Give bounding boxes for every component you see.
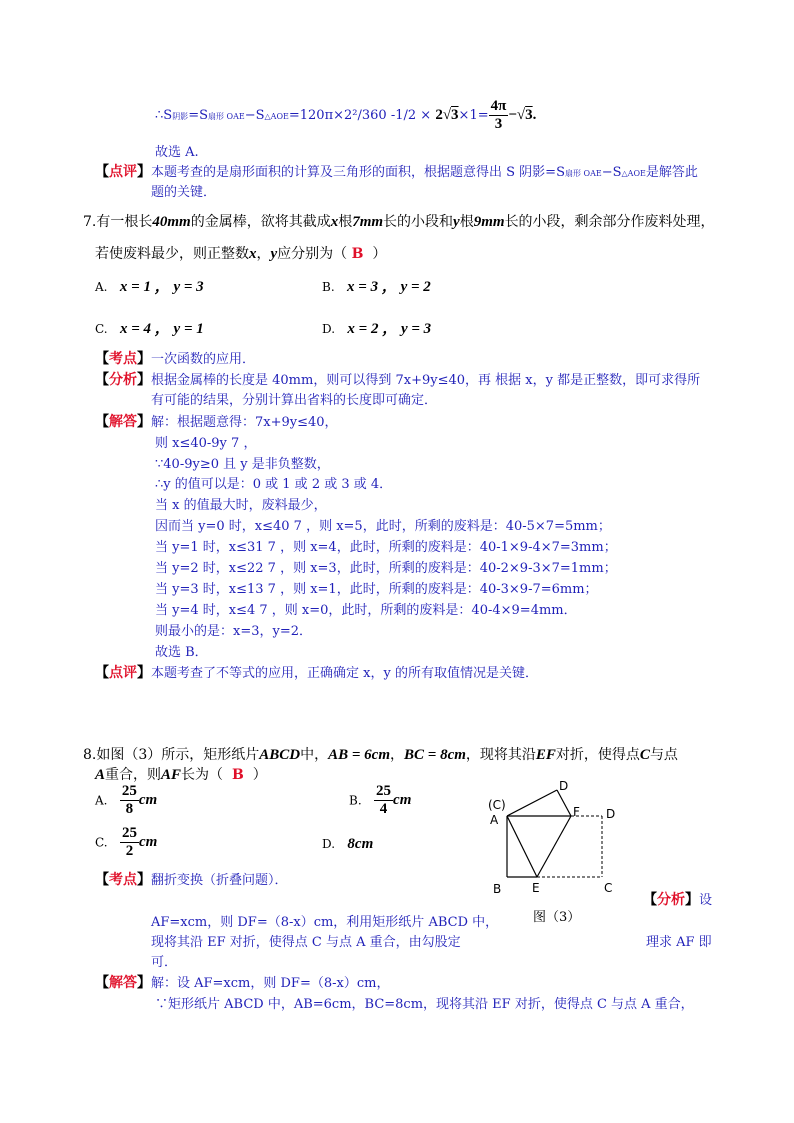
- seg-AE: [507, 816, 537, 877]
- q7-jieda-line: 则 x≤40-9y 7 ，: [155, 436, 257, 451]
- q8-option-c: C. $\frac{25}{2}$ cm: [95, 825, 158, 859]
- q8-fenxi-line2: 现将其沿 EF 对折，使得点 C 与点 A 重合，由勾股定: [151, 935, 461, 950]
- q7-fenxi-line2: 有可能的结果，分别计算出省料的长度即可确定．: [151, 393, 438, 408]
- q8-stem: 8.如图（3）所示，矩形纸片ABCD中，AB = 6cm，BC = 8cm，现将其沿EF对折，使得点C与点: [83, 747, 678, 763]
- seg-DF-folded: [557, 790, 571, 816]
- top-formula: ∴S阴影=S扇形 OAE−S△AOE=120π×2²/360 -1/2 × 2√3×1= $\frac{4\pi}{3}$ −√3.: [155, 98, 537, 132]
- top-choose: 故选 A.: [155, 145, 199, 160]
- label-e: E: [532, 881, 540, 895]
- q7-stem: 7.有一根长40mm的金属棒，欲将其截成x根7mm长的小段和y根9mm长的小段，剩余部分作废料处理，: [83, 214, 715, 230]
- q7-option-c: C. x = 4 ， y = 1: [95, 321, 204, 337]
- q7-kaodian: 【考点】一次函数的应用．: [95, 351, 256, 367]
- q8-kaodian: 【考点】翻折变换（折叠问题）．: [95, 872, 288, 888]
- top-comment: 【点评】本题考查的是扇形面积的计算及三角形的面积，根据题意得出 S 阴影=S扇形 OAE−S△AOE是解答此: [95, 164, 698, 180]
- q7-fenxi: 【分析】根据金属棒的长度是 40mm，则可以得到 7x+9y≤40，再 根据 x，y 都是正整数，即可求得所: [95, 372, 701, 388]
- q7-jieda-line: 当 y=3 时，x≤13 7 ，则 x=1，此时，所剩的废料是：40-3×9-7=6mm；: [155, 582, 598, 597]
- q8-stem-line2: A重合，则AF长为（ B ）: [95, 767, 267, 783]
- q8-fenxi-line1: AF=xcm，则 DF=（8-x）cm，利用矩形纸片 ABCD 中，: [151, 915, 499, 930]
- label-a: A: [490, 813, 499, 827]
- q8-jieda: 【解答】解：设 AF=xcm，则 DF=（8-x）cm，: [95, 975, 390, 991]
- seg-AD-folded: [507, 790, 557, 816]
- q7-jieda-line: 当 y=2 时，x≤22 7 ，则 x=3，此时，所剩的废料是：40-2×9-3×7=1mm；: [155, 561, 617, 576]
- q8-option-b: B. $\frac{25}{4}$ cm: [349, 783, 412, 817]
- q7-jieda-line: 故选 B．: [155, 645, 208, 660]
- q7-jieda: 【解答】解：根据题意得：7x+9y≤40，: [95, 414, 338, 430]
- sqrt-symbol: √3: [442, 107, 459, 123]
- q7-option-a: A. x = 1 ， y = 3: [95, 279, 204, 295]
- fold-figure: [484, 776, 644, 896]
- figure-caption: 图（3）: [533, 910, 581, 925]
- q7-option-d: D. x = 2 ， y = 3: [322, 321, 432, 337]
- q8-answer: B: [231, 767, 244, 783]
- q7-jieda-line: 因而当 y=0 时，x≤40 7 ，则 x=5，此时，所剩的废料是：40-5×7=5mm；: [155, 519, 611, 534]
- q7-jieda-line: 当 y=4 时，x≤4 7 ，则 x=0，此时，所剩的废料是：40-4×9=4mm．: [155, 603, 577, 618]
- q7-jieda-line: 当 x 的值最大时，废料最少，: [155, 498, 327, 513]
- q7-jieda-line: 则最小的是：x=3，y=2．: [155, 624, 313, 639]
- q8-option-d: D. 8cm: [322, 836, 374, 852]
- label-f: F: [573, 805, 580, 819]
- label-c: C: [604, 881, 613, 895]
- q8-fenxi-line2-right: 理求 AF 即: [646, 935, 712, 950]
- q7-jieda-line: ∵40-9y≥0 且 y 是非负整数，: [155, 457, 330, 472]
- label-d-top: D: [559, 779, 569, 793]
- q7-jieda-line: 当 y=1 时，x≤31 7 ，则 x=4，此时，所剩的废料是：40-1×9-4×7=3mm；: [155, 540, 617, 555]
- q8-fenxi-line3: 可．: [151, 955, 178, 970]
- label-d-right: D: [606, 807, 616, 821]
- top-comment-line2: 题的关键．: [151, 185, 217, 200]
- label-b: B: [493, 882, 502, 896]
- q7-dianping: 【点评】本题考查了不等式的应用，正确确定 x，y 的所有取值情况是关键．: [95, 665, 538, 681]
- seg-FE: [537, 816, 571, 877]
- pi-symbol: π: [324, 108, 334, 123]
- q7-option-b: B. x = 3 ， y = 2: [322, 279, 431, 295]
- q8-option-a: A. $\frac{25}{8}$ cm: [95, 783, 158, 817]
- q7-jieda-line: ∴y 的值可以是：0 或 1 或 2 或 3 或 4．: [155, 477, 393, 492]
- q7-stem-line2: 若使废料最少，则正整数x，y应分别为（ B ）: [95, 246, 387, 262]
- fraction-4pi-3: $\frac{4\pi}{3}$: [490, 98, 507, 132]
- q7-answer: B: [351, 246, 364, 262]
- q8-fenxi-tag: 【分析】设: [643, 892, 713, 908]
- q8-jieda-line2: ∵矩形纸片 ABCD 中，AB=6cm，BC=8cm，现将其沿 EF 对折，使得点 C 与点 A 重合，: [155, 997, 694, 1012]
- label-c-paren: (C): [488, 798, 506, 812]
